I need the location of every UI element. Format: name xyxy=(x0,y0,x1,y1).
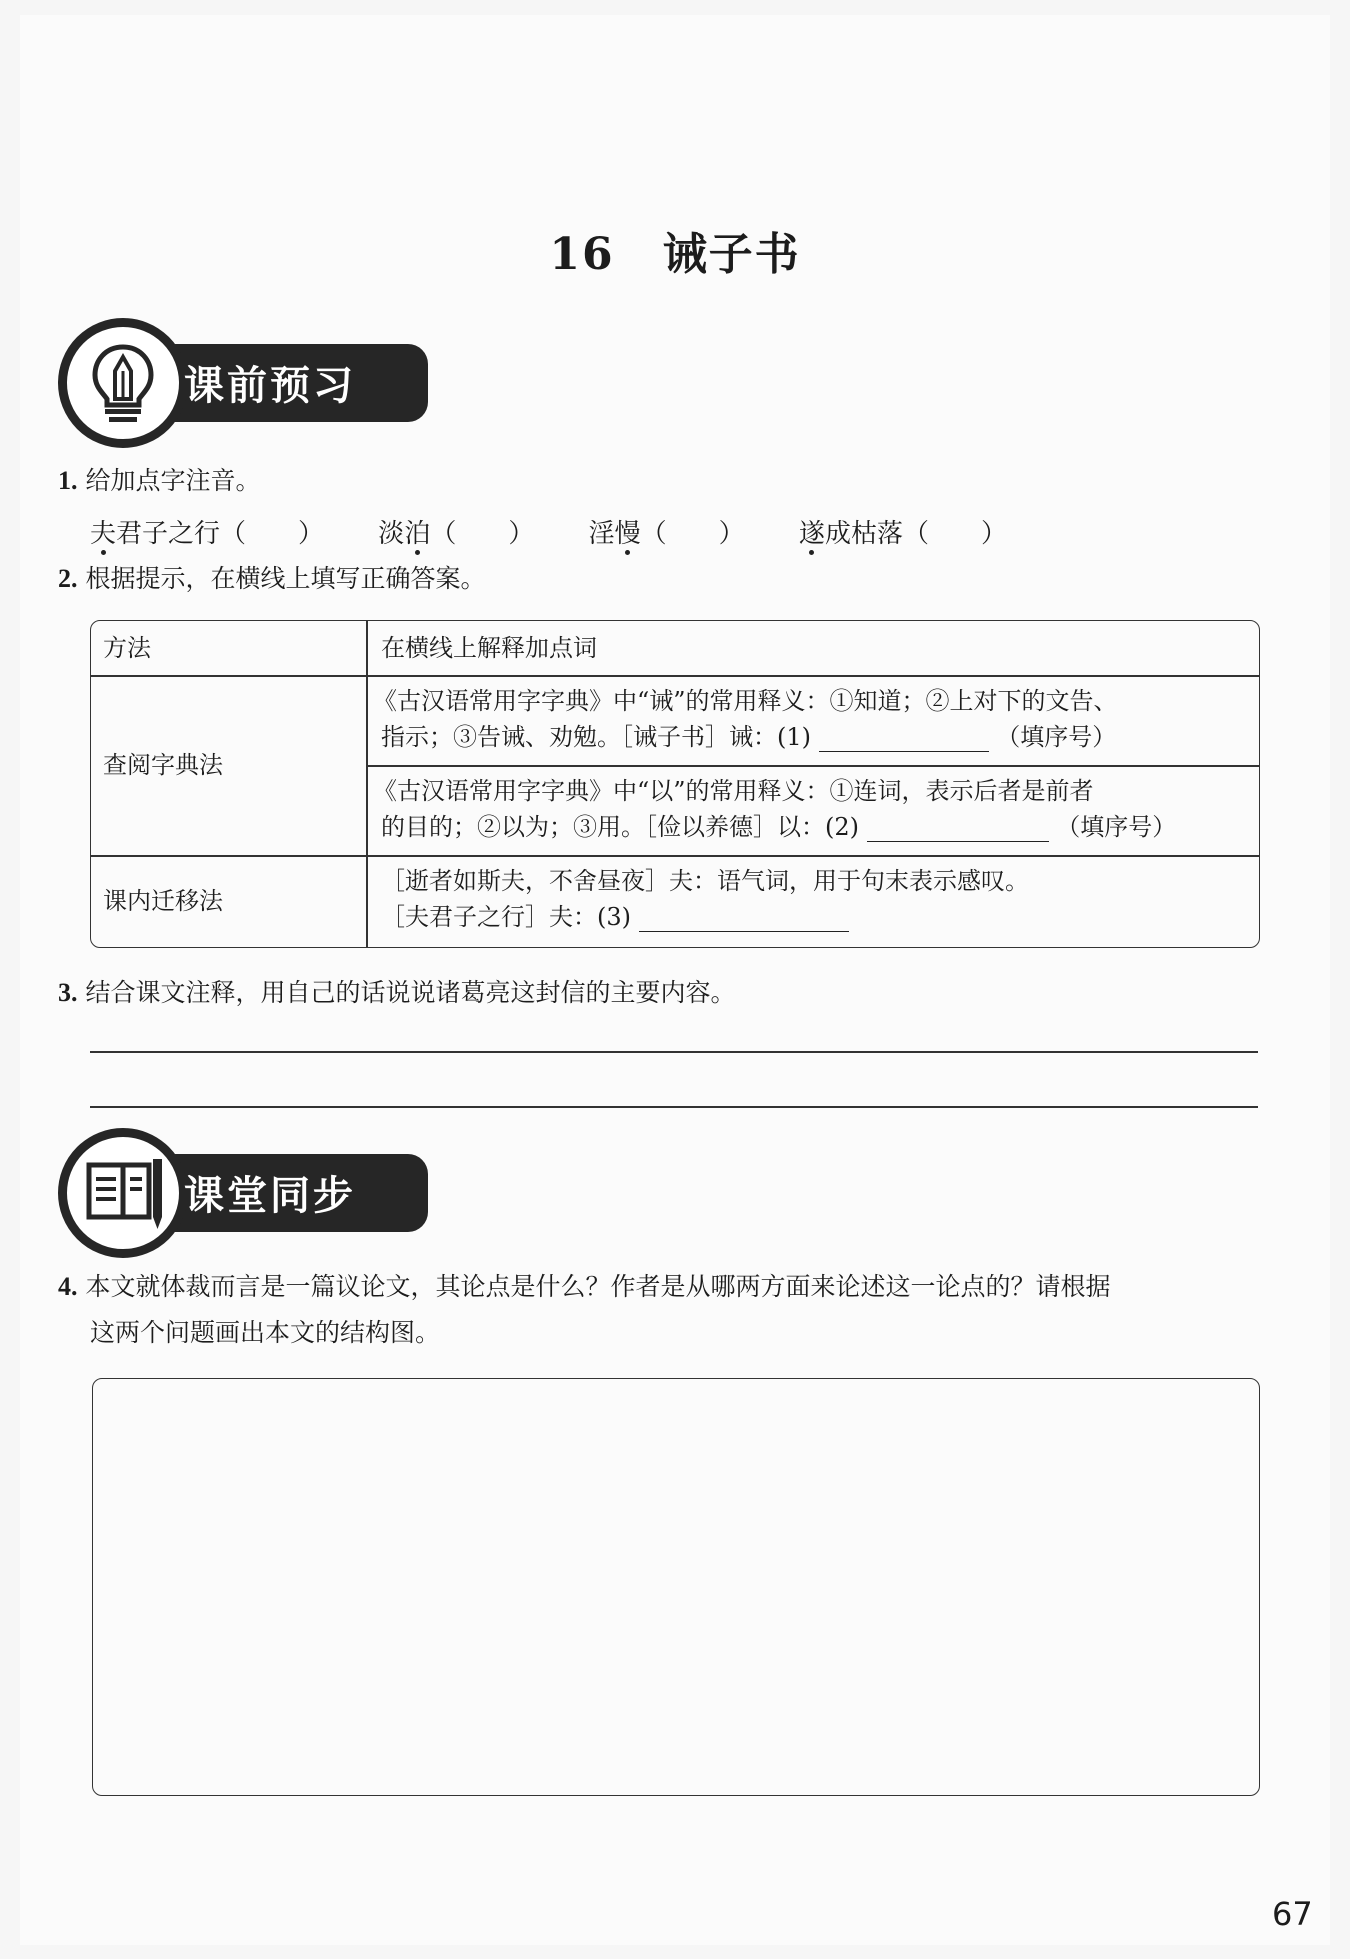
table-method-dictionary: 查阅字典法 xyxy=(103,751,223,779)
table-cell-text: ［逝者如斯夫，不舍昼夜］夫：语气词，用于句末表示感叹。 xyxy=(381,867,1029,895)
answer-blank-2[interactable] xyxy=(867,815,1049,842)
question-text: 本文就体裁而言是一篇议论文，其论点是什么？作者是从哪两方面来论述这一论点的？请根据 xyxy=(85,1272,1111,1301)
question-number: 1. xyxy=(58,466,78,495)
question-text: 结合课文注释，用自己的话说说诸葛亮这封信的主要内容。 xyxy=(85,978,736,1007)
table-method-transfer: 课内迁移法 xyxy=(103,887,223,915)
dotted-char: 遂 xyxy=(798,519,825,549)
dotted-char: 慢 xyxy=(614,519,641,549)
table-header-method: 方法 xyxy=(103,634,151,662)
dotted-char: 夫 xyxy=(90,519,117,549)
question-2 xyxy=(58,562,486,596)
structure-diagram-answer-box[interactable] xyxy=(92,1378,1260,1796)
lesson-name: 诫子书 xyxy=(662,229,801,280)
table-cell-text: 《古汉语常用字字典》中“以”的常用释义：①连词，表示后者是前者 xyxy=(373,777,1094,805)
answer-table xyxy=(90,620,1260,948)
pinyin-items xyxy=(90,513,1053,550)
dotted-char: 泊 xyxy=(404,519,431,549)
notebook-pencil-icon xyxy=(58,1128,188,1258)
section-label: 课前预习 xyxy=(184,362,356,409)
question-4 xyxy=(58,1270,1258,1350)
table-header-task: 在横线上解释加点词 xyxy=(381,634,597,662)
lesson-number: 16 xyxy=(549,229,615,280)
lightbulb-pencil-icon xyxy=(58,318,188,448)
pinyin-item: 淡泊（ ） xyxy=(378,519,535,549)
table-cell-text: 的目的；②以为；③用。［俭以养德］以：(2) （填序号） xyxy=(381,813,1177,841)
answer-blank-1[interactable] xyxy=(819,725,989,752)
answer-blank-3[interactable] xyxy=(639,905,849,932)
table-cell-text: 指示；③告诫、劝勉。［诫子书］诫：(1) （填序号） xyxy=(381,723,1117,751)
question-text: 给加点字注音。 xyxy=(85,466,261,495)
question-number: 3. xyxy=(58,978,78,1007)
table-cell-text: 《古汉语常用字字典》中“诫”的常用释义：①知道；②上对下的文告、 xyxy=(373,687,1118,715)
page-number: 67 xyxy=(1272,1895,1313,1933)
section-badge-classroom xyxy=(58,1128,378,1256)
question-number: 2. xyxy=(58,564,78,593)
question-text: 这两个问题画出本文的结构图。 xyxy=(90,1318,441,1347)
section-badge-preview xyxy=(58,318,378,446)
pinyin-item: 淫慢（ ） xyxy=(588,519,745,549)
question-1 xyxy=(58,464,261,498)
pinyin-item: 遂成枯落（ ） xyxy=(798,519,1007,549)
table-cell-text: ［夫君子之行］夫：(3) xyxy=(381,899,849,935)
question-3 xyxy=(58,976,736,1010)
lesson-title xyxy=(0,218,1350,282)
question-number: 4. xyxy=(58,1272,78,1301)
pinyin-item: 夫君子之行（ ） xyxy=(90,519,325,549)
answer-line[interactable] xyxy=(90,1051,1258,1053)
answer-line[interactable] xyxy=(90,1106,1258,1108)
section-label: 课堂同步 xyxy=(184,1172,356,1219)
question-text: 根据提示，在横线上填写正确答案。 xyxy=(85,564,486,593)
